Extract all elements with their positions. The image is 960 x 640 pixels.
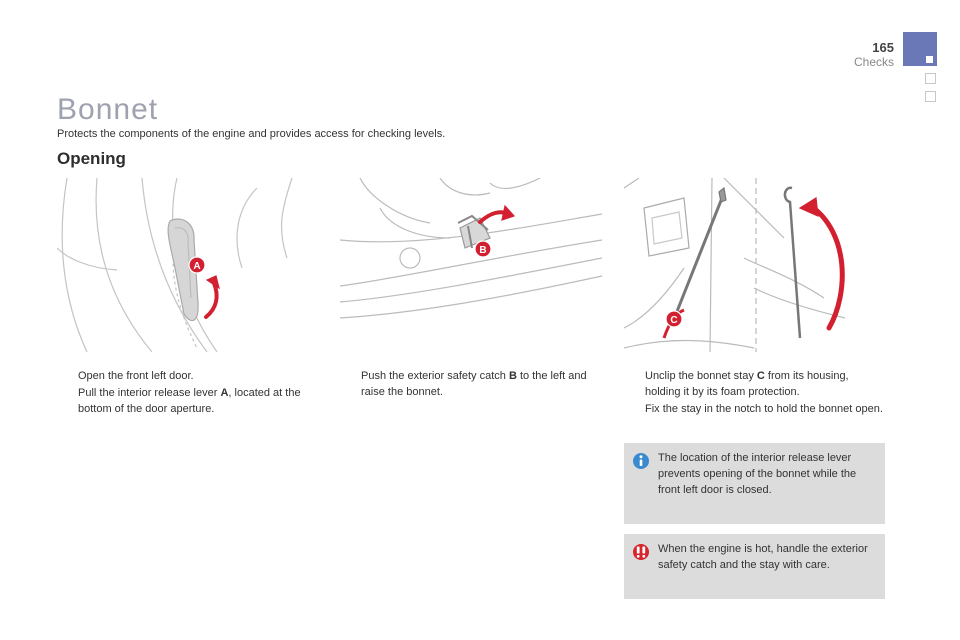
section-heading: Opening — [57, 149, 126, 168]
chapter-tab-marker — [926, 56, 933, 63]
step-item — [624, 368, 886, 400]
callout-c-label: C — [670, 315, 678, 326]
warning-note — [624, 534, 885, 599]
section-name: Checks — [853, 55, 894, 69]
intro-text: Protects the components of the engine and provides access for checking levels. — [57, 128, 446, 140]
step-item — [57, 368, 315, 384]
callout-a-label: A — [193, 261, 201, 272]
page-number: 165 — [872, 40, 894, 55]
info-icon — [632, 452, 650, 470]
chapter-tab[interactable] — [925, 73, 936, 84]
illustration-bonnet-stay — [624, 178, 845, 352]
info-note — [624, 443, 885, 524]
chapter-tab[interactable] — [925, 91, 936, 102]
step-text: Open the front left door. — [78, 370, 194, 382]
callout-b-label: B — [479, 245, 487, 256]
step-item — [57, 385, 315, 417]
warning-note-text: When the engine is hot, handle the exterior safety catch and the stay with care. — [658, 543, 868, 571]
step-key-letter: A — [220, 387, 229, 399]
info-note-text: The location of the interior release lever prevents opening of the bonnet while the front left door is closed. — [658, 452, 857, 496]
step-text-end: to the left and raise the bonnet. — [361, 370, 587, 398]
chapter-tab-active[interactable] — [903, 32, 937, 66]
illustration-safety-catch — [340, 178, 602, 352]
steps-column-1 — [57, 368, 315, 418]
step-text-start: Push the exterior safety catch — [361, 370, 509, 382]
page-title: Bonnet — [57, 93, 159, 126]
step-text-end: from its housing, holding it by its foam protection. — [645, 370, 849, 398]
step-item — [624, 401, 886, 417]
step-text-start: Unclip the bonnet stay — [645, 370, 757, 382]
illustration-release-lever — [57, 178, 314, 352]
step-text-end: , located at the bottom of the door aperture. — [78, 387, 301, 415]
step-key-letter: C — [756, 370, 765, 382]
step-key-letter: B — [508, 370, 517, 382]
step-text: Fix the stay in the notch to hold the bonnet open. — [645, 403, 883, 415]
step-text-start: Pull the interior release lever — [78, 387, 221, 399]
steps-column-3 — [624, 368, 886, 418]
warning-icon — [632, 543, 650, 561]
step-item — [340, 368, 602, 400]
steps-column-2 — [340, 368, 602, 401]
